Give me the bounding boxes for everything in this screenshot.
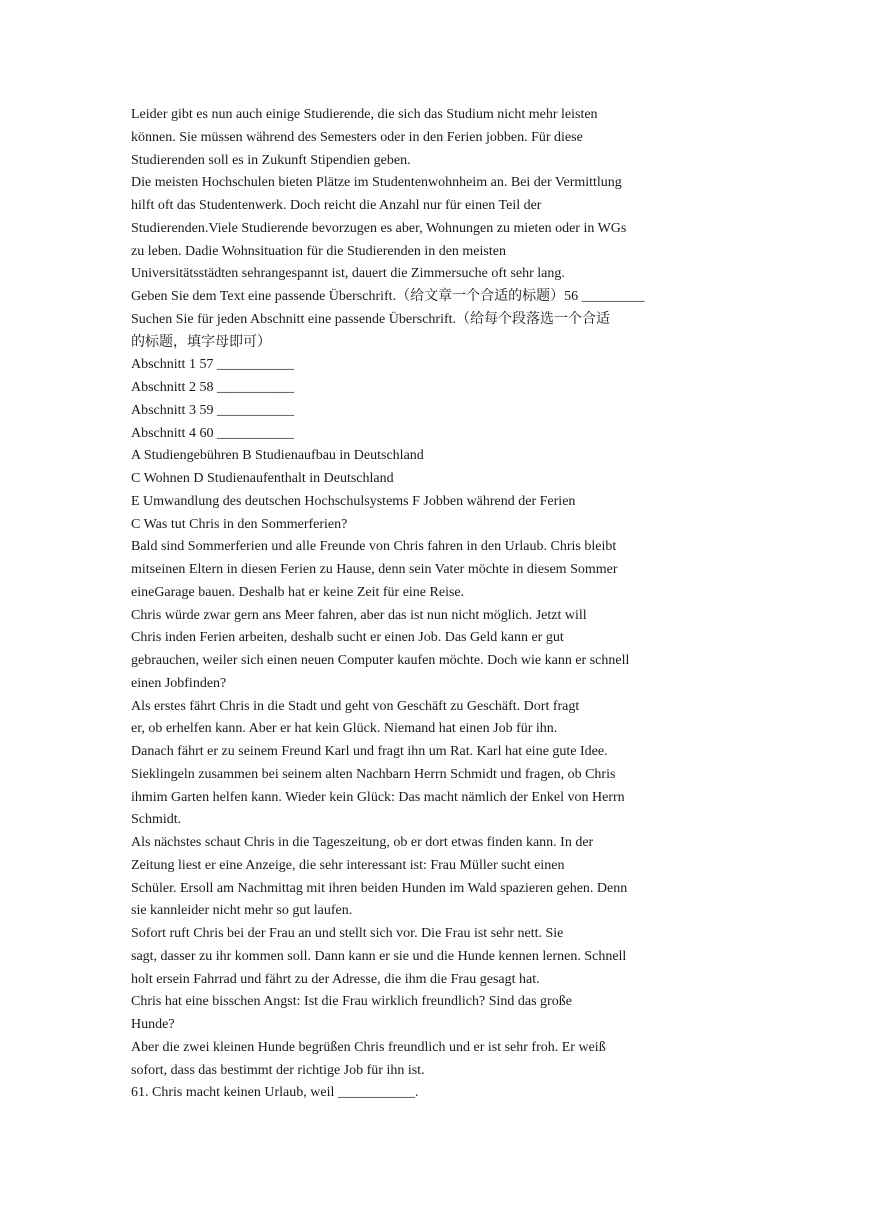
text-line: eineGarage bauen. Deshalb hat er keine Zeit für eine Reise. <box>131 584 465 600</box>
text-line: Universitätsstädten sehrangespannt ist, dauert die Zimmersuche oft sehr lang. <box>131 266 565 282</box>
option-line: C Wohnen D Studienaufenthalt in Deutschland <box>131 471 394 486</box>
option-line: E Umwandlung des deutschen Hochschulsystems F Jobben während der Ferien <box>131 493 576 509</box>
question-57: Abschnitt 1 57 ___________ <box>131 357 294 373</box>
text-line: hilft oft das Studentenwerk. Doch reicht die Anzahl nur für einen Teil der <box>131 198 542 213</box>
text-line: er, ob erhelfen kann. Aber er hat kein Glück. Niemand hat einen Job für ihn. <box>131 721 558 737</box>
question-61: 61. Chris macht keinen Urlaub, weil ___________. <box>131 1085 419 1101</box>
text-line: Die meisten Hochschulen bieten Plätze im Studentenwohnheim an. Bei der Vermittlung <box>131 175 622 191</box>
text-line: Leider gibt es nun auch einige Studierende, die sich das Studium nicht mehr leisten <box>131 107 598 122</box>
question-59: Abschnitt 3 59 ___________ <box>131 402 294 418</box>
text-line: Sieklingeln zusammen bei seinem alten Nachbarn Herrn Schmidt und fragen, ob Chris <box>131 766 616 782</box>
text-line: Chris inden Ferien arbeiten, deshalb sucht er einen Job. Das Geld kann er gut <box>131 630 564 646</box>
text-line: Als erstes fährt Chris in die Stadt und geht von Geschäft zu Geschäft. Dort fragt <box>131 698 580 714</box>
instruction-line: Suchen Sie für jeden Abschnitt eine passende Überschrift.（给每个段落选一个合适 <box>131 311 611 327</box>
question-58: Abschnitt 2 58 ___________ <box>131 380 294 395</box>
text-line: einen Jobfinden? <box>131 675 227 691</box>
text-line: sie kannleider nicht mehr so gut laufen. <box>131 903 353 919</box>
document-body <box>131 104 741 1105</box>
text-line: zu leben. Dadie Wohnsituation für die Studierenden in den meisten <box>131 243 506 259</box>
text-line: Hunde? <box>131 1017 175 1032</box>
text-line: Schmidt. <box>131 812 182 828</box>
text-line: sagt, dasser zu ihr kommen soll. Dann kann er sie und die Hunde kennen lernen. Schnell <box>131 948 627 964</box>
text-line: Chris würde zwar gern ans Meer fahren, aber das ist nun nicht möglich. Jetzt will <box>131 607 587 623</box>
text-line: Aber die zwei kleinen Hunde begrüßen Chris freundlich und er ist sehr froh. Er weiß <box>131 1039 606 1055</box>
section-heading: C Was tut Chris in den Sommerferien? <box>131 516 348 532</box>
question-56: Geben Sie dem Text eine passende Überschrift.（给文章一个合适的标题）56 _________ <box>131 289 645 304</box>
text-line: Bald sind Sommerferien und alle Freunde von Chris fahren in den Urlaub. Chris bleibt <box>131 539 617 555</box>
text-line: ihmim Garten helfen kann. Wieder kein Glück: Das macht nämlich der Enkel von Herrn <box>131 789 625 805</box>
question-60: Abschnitt 4 60 ___________ <box>131 425 294 441</box>
text-line: mitseinen Eltern in diesen Ferien zu Hause, denn sein Vater möchte in diesem Sommer <box>131 562 618 577</box>
option-line: A Studiengebühren B Studienaufbau in Deutschland <box>131 448 424 464</box>
text-line: sofort, dass das bestimmt der richtige Job für ihn ist. <box>131 1062 425 1078</box>
text-line: können. Sie müssen während des Semesters oder in den Ferien jobben. Für diese <box>131 129 583 145</box>
instruction-line: 的标题，填字母即可） <box>131 334 271 350</box>
text-line: Sofort ruft Chris bei der Frau an und stellt sich vor. Die Frau ist sehr nett. Sie <box>131 926 564 941</box>
text-line: Studierenden soll es in Zukunft Stipendien geben. <box>131 152 411 168</box>
text-line: Schüler. Ersoll am Nachmittag mit ihren beiden Hunden im Wald spazieren gehen. Denn <box>131 880 628 896</box>
text-line: Als nächstes schaut Chris in die Tageszeitung, ob er dort etwas finden kann. In der <box>131 835 594 850</box>
text-line: gebrauchen, weiler sich einen neuen Computer kaufen möchte. Doch wie kann er schnell <box>131 653 630 668</box>
text-line: holt ersein Fahrrad und fährt zu der Adresse, die ihm die Frau gesagt hat. <box>131 971 540 987</box>
text-line: Zeitung liest er eine Anzeige, die sehr interessant ist: Frau Müller sucht einen <box>131 857 565 873</box>
text-line: Studierenden.Viele Studierende bevorzugen es aber, Wohnungen zu mieten oder in WGs <box>131 220 627 236</box>
text-line: Chris hat eine bisschen Angst: Ist die Frau wirklich freundlich? Sind das große <box>131 994 572 1010</box>
text-line: Danach fährt er zu seinem Freund Karl und fragt ihn um Rat. Karl hat eine gute Idee. <box>131 744 608 759</box>
